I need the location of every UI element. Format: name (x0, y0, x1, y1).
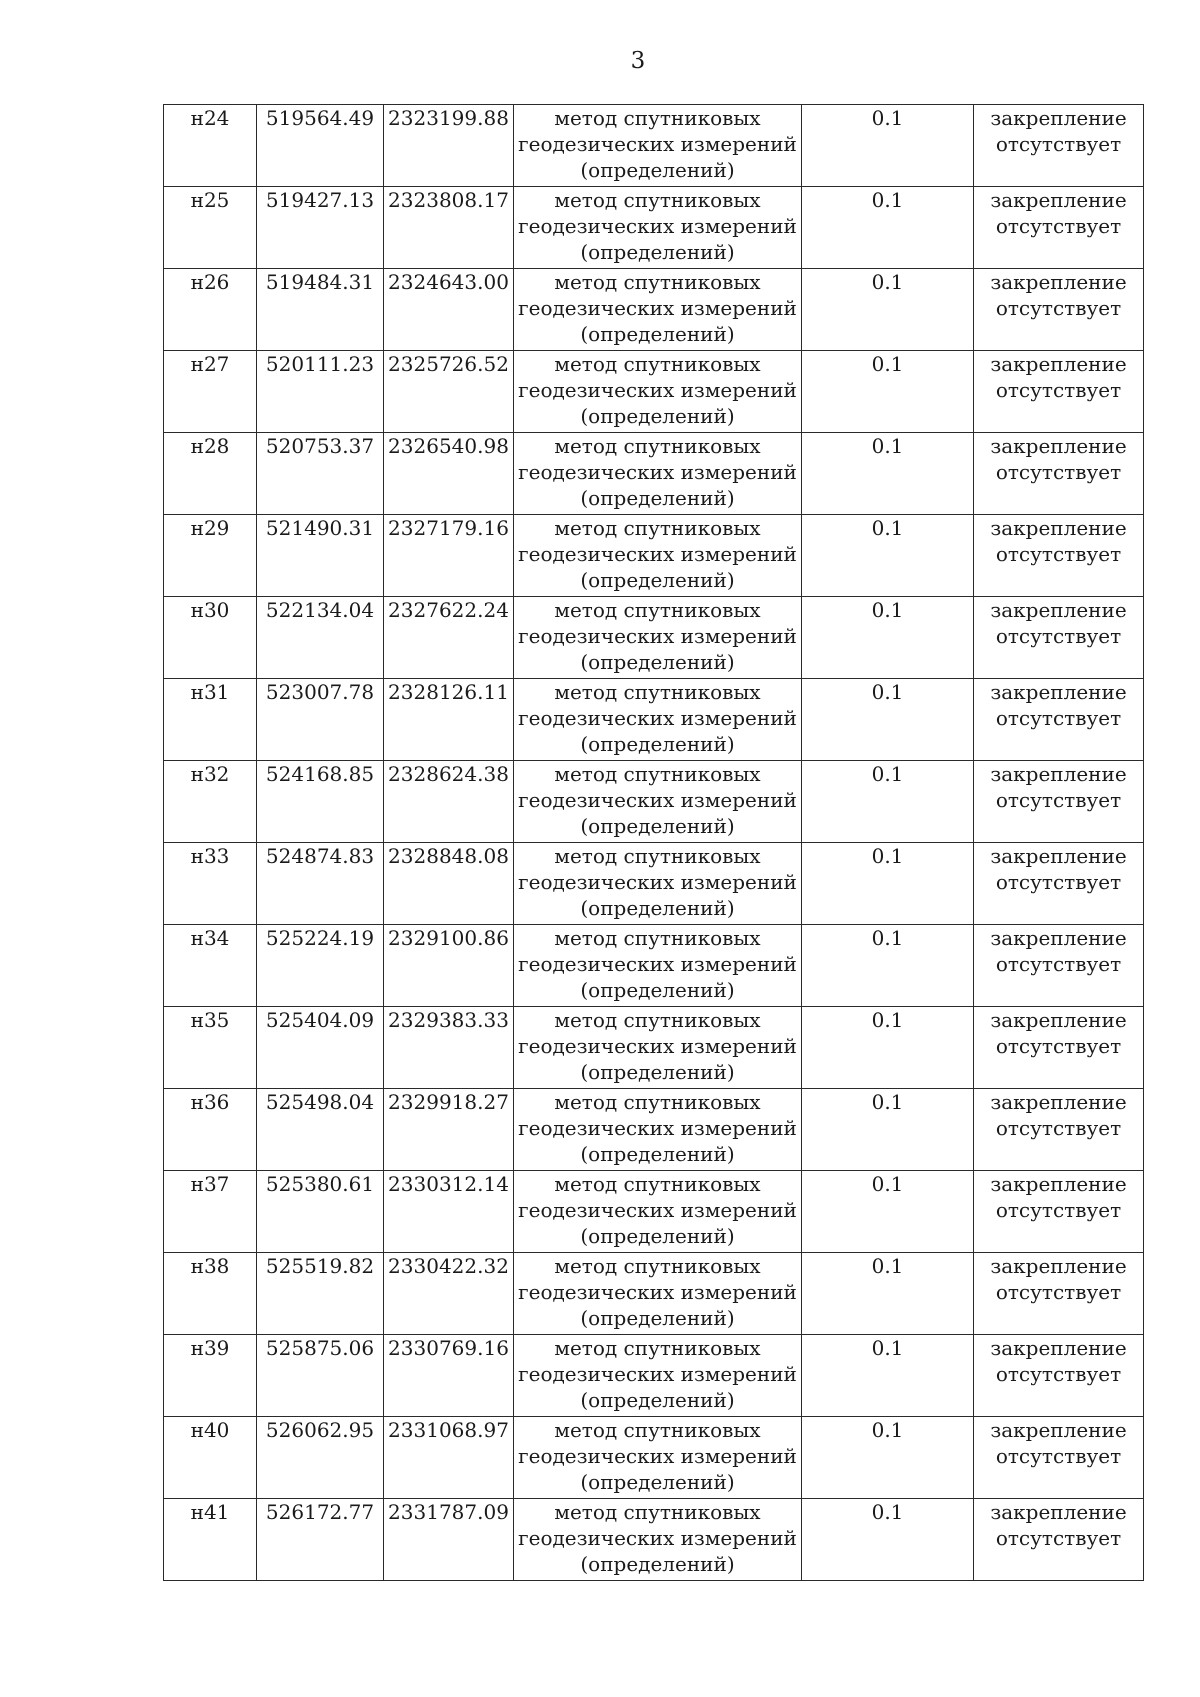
accuracy-cell: 0.1 (802, 351, 974, 433)
y-coordinate-cell: 2328126.11 (384, 679, 514, 761)
method-line: геодезических измерений (518, 214, 797, 238)
method-cell (514, 269, 802, 351)
x-coordinate-cell: 522134.04 (257, 597, 384, 679)
x-coordinate-cell: 523007.78 (257, 679, 384, 761)
fixing-line: закрепление (990, 1172, 1127, 1196)
method-line: геодезических измерений (518, 542, 797, 566)
table-row (164, 351, 1144, 433)
y-coordinate-cell: 2328624.38 (384, 761, 514, 843)
method-line: геодезических измерений (518, 460, 797, 484)
method-cell (514, 1417, 802, 1499)
x-coordinate-cell: 525380.61 (257, 1171, 384, 1253)
fixing-line: закрепление (990, 1008, 1127, 1032)
accuracy-cell: 0.1 (802, 1171, 974, 1253)
y-coordinate-cell: 2324643.00 (384, 269, 514, 351)
point-id-cell: н36 (164, 1089, 257, 1171)
method-line: метод спутниковых (554, 270, 761, 294)
fixing-line: отсутствует (995, 1444, 1122, 1468)
method-line: геодезических измерений (518, 624, 797, 648)
page-number: 3 (630, 48, 646, 74)
fixing-cell (974, 597, 1144, 679)
fixing-line: закрепление (990, 270, 1127, 294)
y-coordinate-cell: 2325726.52 (384, 351, 514, 433)
x-coordinate-cell: 524874.83 (257, 843, 384, 925)
fixing-line: отсутствует (995, 1362, 1122, 1386)
point-id-cell: н33 (164, 843, 257, 925)
fixing-cell (974, 433, 1144, 515)
method-line: метод спутниковых (554, 352, 761, 376)
x-coordinate-cell: 525404.09 (257, 1007, 384, 1089)
fixing-cell (974, 843, 1144, 925)
fixing-line: закрепление (990, 516, 1127, 540)
method-line: метод спутниковых (554, 1500, 761, 1524)
method-line: геодезических измерений (518, 788, 797, 812)
table-row (164, 187, 1144, 269)
method-line: (определений) (580, 486, 735, 510)
fixing-cell (974, 515, 1144, 597)
point-id-cell: н35 (164, 1007, 257, 1089)
fixing-line: закрепление (990, 352, 1127, 376)
fixing-line: закрепление (990, 680, 1127, 704)
method-line: метод спутниковых (554, 680, 761, 704)
fixing-line: отсутствует (995, 460, 1122, 484)
x-coordinate-cell: 526172.77 (257, 1499, 384, 1581)
method-line: геодезических измерений (518, 706, 797, 730)
y-coordinate-cell: 2331787.09 (384, 1499, 514, 1581)
fixing-line: закрепление (990, 106, 1127, 130)
method-cell (514, 1499, 802, 1581)
method-cell (514, 1335, 802, 1417)
method-line: (определений) (580, 814, 735, 838)
point-id-cell: н37 (164, 1171, 257, 1253)
fixing-line: отсутствует (995, 952, 1122, 976)
method-cell (514, 1171, 802, 1253)
point-id-cell: н28 (164, 433, 257, 515)
accuracy-cell: 0.1 (802, 187, 974, 269)
method-line: (определений) (580, 978, 735, 1002)
table-row (164, 433, 1144, 515)
y-coordinate-cell: 2329383.33 (384, 1007, 514, 1089)
x-coordinate-cell: 525224.19 (257, 925, 384, 1007)
accuracy-cell: 0.1 (802, 1253, 974, 1335)
accuracy-cell: 0.1 (802, 515, 974, 597)
table-row (164, 515, 1144, 597)
table-row (164, 761, 1144, 843)
table-row (164, 1171, 1144, 1253)
point-id-cell: н40 (164, 1417, 257, 1499)
method-line: геодезических измерений (518, 378, 797, 402)
method-line: геодезических измерений (518, 1198, 797, 1222)
method-line: (определений) (580, 568, 735, 592)
accuracy-cell: 0.1 (802, 597, 974, 679)
method-line: (определений) (580, 1470, 735, 1494)
x-coordinate-cell: 519484.31 (257, 269, 384, 351)
y-coordinate-cell: 2330769.16 (384, 1335, 514, 1417)
method-line: (определений) (580, 158, 735, 182)
x-coordinate-cell: 519564.49 (257, 105, 384, 187)
method-line: метод спутниковых (554, 1008, 761, 1032)
accuracy-cell: 0.1 (802, 1007, 974, 1089)
fixing-cell (974, 679, 1144, 761)
method-line: (определений) (580, 404, 735, 428)
y-coordinate-cell: 2331068.97 (384, 1417, 514, 1499)
method-cell (514, 843, 802, 925)
method-cell (514, 1089, 802, 1171)
method-line: геодезических измерений (518, 1444, 797, 1468)
method-line: (определений) (580, 1388, 735, 1412)
method-line: метод спутниковых (554, 188, 761, 212)
y-coordinate-cell: 2330312.14 (384, 1171, 514, 1253)
x-coordinate-cell: 525498.04 (257, 1089, 384, 1171)
table-row (164, 679, 1144, 761)
method-line: (определений) (580, 896, 735, 920)
fixing-cell (974, 187, 1144, 269)
y-coordinate-cell: 2329918.27 (384, 1089, 514, 1171)
accuracy-cell: 0.1 (802, 1089, 974, 1171)
y-coordinate-cell: 2330422.32 (384, 1253, 514, 1335)
method-line: метод спутниковых (554, 598, 761, 622)
method-line: геодезических измерений (518, 296, 797, 320)
fixing-line: отсутствует (995, 378, 1122, 402)
table-row (164, 1335, 1144, 1417)
accuracy-cell: 0.1 (802, 269, 974, 351)
point-id-cell: н39 (164, 1335, 257, 1417)
point-id-cell: н30 (164, 597, 257, 679)
table-row (164, 105, 1144, 187)
fixing-cell (974, 1499, 1144, 1581)
point-id-cell: н32 (164, 761, 257, 843)
fixing-cell (974, 269, 1144, 351)
table-row (164, 843, 1144, 925)
x-coordinate-cell: 520753.37 (257, 433, 384, 515)
fixing-cell (974, 1171, 1144, 1253)
x-coordinate-cell: 521490.31 (257, 515, 384, 597)
x-coordinate-cell: 524168.85 (257, 761, 384, 843)
point-id-cell: н38 (164, 1253, 257, 1335)
method-line: метод спутниковых (554, 434, 761, 458)
fixing-line: отсутствует (995, 296, 1122, 320)
table-row (164, 1417, 1144, 1499)
fixing-line: закрепление (990, 762, 1127, 786)
table-row (164, 1007, 1144, 1089)
method-line: метод спутниковых (554, 106, 761, 130)
fixing-line: закрепление (990, 1500, 1127, 1524)
method-line: геодезических измерений (518, 132, 797, 156)
y-coordinate-cell: 2323199.88 (384, 105, 514, 187)
point-id-cell: н41 (164, 1499, 257, 1581)
method-line: (определений) (580, 322, 735, 346)
fixing-line: закрепление (990, 1336, 1127, 1360)
method-line: (определений) (580, 1060, 735, 1084)
method-line: геодезических измерений (518, 1526, 797, 1550)
method-line: метод спутниковых (554, 1172, 761, 1196)
point-id-cell: н24 (164, 105, 257, 187)
y-coordinate-cell: 2323808.17 (384, 187, 514, 269)
method-cell (514, 351, 802, 433)
accuracy-cell: 0.1 (802, 761, 974, 843)
table-row (164, 1499, 1144, 1581)
method-cell (514, 433, 802, 515)
method-line: метод спутниковых (554, 762, 761, 786)
fixing-line: отсутствует (995, 1526, 1122, 1550)
fixing-line: отсутствует (995, 1116, 1122, 1140)
fixing-cell (974, 761, 1144, 843)
fixing-line: закрепление (990, 188, 1127, 212)
method-cell (514, 105, 802, 187)
method-line: (определений) (580, 1306, 735, 1330)
method-cell (514, 187, 802, 269)
fixing-cell (974, 1007, 1144, 1089)
fixing-line: отсутствует (995, 132, 1122, 156)
method-line: метод спутниковых (554, 1254, 761, 1278)
x-coordinate-cell: 520111.23 (257, 351, 384, 433)
coordinates-table-body (164, 105, 1144, 1581)
table-row (164, 597, 1144, 679)
y-coordinate-cell: 2327179.16 (384, 515, 514, 597)
fixing-cell (974, 105, 1144, 187)
accuracy-cell: 0.1 (802, 843, 974, 925)
fixing-cell (974, 925, 1144, 1007)
accuracy-cell: 0.1 (802, 925, 974, 1007)
coordinates-table (163, 104, 1144, 1581)
x-coordinate-cell: 519427.13 (257, 187, 384, 269)
fixing-line: закрепление (990, 434, 1127, 458)
accuracy-cell: 0.1 (802, 679, 974, 761)
method-line: метод спутниковых (554, 926, 761, 950)
point-id-cell: н34 (164, 925, 257, 1007)
fixing-cell (974, 1335, 1144, 1417)
accuracy-cell: 0.1 (802, 1417, 974, 1499)
fixing-cell (974, 351, 1144, 433)
method-line: геодезических измерений (518, 870, 797, 894)
y-coordinate-cell: 2329100.86 (384, 925, 514, 1007)
y-coordinate-cell: 2328848.08 (384, 843, 514, 925)
method-line: метод спутниковых (554, 1418, 761, 1442)
accuracy-cell: 0.1 (802, 1499, 974, 1581)
fixing-line: отсутствует (995, 542, 1122, 566)
point-id-cell: н25 (164, 187, 257, 269)
fixing-line: отсутствует (995, 788, 1122, 812)
fixing-line: отсутствует (995, 1034, 1122, 1058)
fixing-line: закрепление (990, 844, 1127, 868)
y-coordinate-cell: 2327622.24 (384, 597, 514, 679)
table-row (164, 269, 1144, 351)
method-cell (514, 597, 802, 679)
method-line: метод спутниковых (554, 516, 761, 540)
point-id-cell: н26 (164, 269, 257, 351)
fixing-line: отсутствует (995, 1198, 1122, 1222)
fixing-line: закрепление (990, 1090, 1127, 1114)
method-cell (514, 925, 802, 1007)
table-row (164, 1089, 1144, 1171)
fixing-line: отсутствует (995, 706, 1122, 730)
method-line: метод спутниковых (554, 1090, 761, 1114)
method-line: (определений) (580, 240, 735, 264)
accuracy-cell: 0.1 (802, 433, 974, 515)
accuracy-cell: 0.1 (802, 1335, 974, 1417)
method-line: (определений) (580, 732, 735, 756)
table-row (164, 925, 1144, 1007)
table-row (164, 1253, 1144, 1335)
y-coordinate-cell: 2326540.98 (384, 433, 514, 515)
method-line: геодезических измерений (518, 1034, 797, 1058)
method-line: (определений) (580, 1552, 735, 1576)
method-cell (514, 761, 802, 843)
method-line: геодезических измерений (518, 1280, 797, 1304)
fixing-cell (974, 1417, 1144, 1499)
method-cell (514, 515, 802, 597)
x-coordinate-cell: 525519.82 (257, 1253, 384, 1335)
point-id-cell: н27 (164, 351, 257, 433)
method-line: метод спутниковых (554, 1336, 761, 1360)
x-coordinate-cell: 526062.95 (257, 1417, 384, 1499)
fixing-line: закрепление (990, 598, 1127, 622)
method-line: метод спутниковых (554, 844, 761, 868)
method-line: геодезических измерений (518, 1116, 797, 1140)
fixing-cell (974, 1253, 1144, 1335)
method-line: геодезических измерений (518, 952, 797, 976)
point-id-cell: н29 (164, 515, 257, 597)
fixing-cell (974, 1089, 1144, 1171)
fixing-line: отсутствует (995, 624, 1122, 648)
x-coordinate-cell: 525875.06 (257, 1335, 384, 1417)
fixing-line: закрепление (990, 926, 1127, 950)
fixing-line: отсутствует (995, 214, 1122, 238)
fixing-line: отсутствует (995, 1280, 1122, 1304)
accuracy-cell: 0.1 (802, 105, 974, 187)
point-id-cell: н31 (164, 679, 257, 761)
method-line: (определений) (580, 650, 735, 674)
method-cell (514, 1253, 802, 1335)
method-line: (определений) (580, 1142, 735, 1166)
method-cell (514, 1007, 802, 1089)
method-cell (514, 679, 802, 761)
fixing-line: закрепление (990, 1254, 1127, 1278)
method-line: геодезических измерений (518, 1362, 797, 1386)
method-line: (определений) (580, 1224, 735, 1248)
fixing-line: закрепление (990, 1418, 1127, 1442)
fixing-line: отсутствует (995, 870, 1122, 894)
